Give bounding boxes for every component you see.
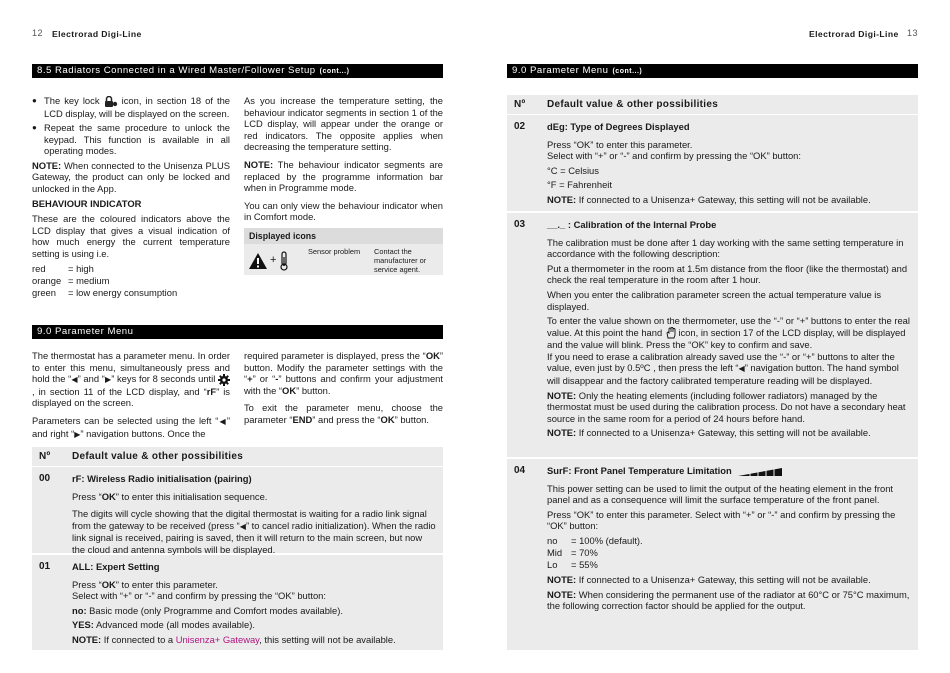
note-label: NOTE: xyxy=(244,158,274,170)
icon-row xyxy=(244,244,443,277)
level-colour: green xyxy=(32,286,56,298)
section-9-0-cont-header xyxy=(507,64,918,78)
note-gateway xyxy=(32,160,230,195)
minus-key: - xyxy=(275,373,279,385)
col-no: Nº xyxy=(514,99,526,110)
option-row xyxy=(547,535,912,547)
text: ” keys for 8 seconds until xyxy=(111,373,216,385)
right-arrow-icon: ▶ xyxy=(104,375,112,385)
row-number: 04 xyxy=(514,465,526,476)
displayed-icons-heading: Displayed icons xyxy=(244,228,443,244)
row-content xyxy=(72,467,443,553)
power-level-icon xyxy=(738,467,782,477)
note-label: NOTE: xyxy=(547,389,577,401)
left-arrow-icon: ◀ xyxy=(738,364,745,374)
page-number-left: 12 xyxy=(32,28,44,38)
row-content xyxy=(72,555,443,655)
row-title: rF: Wireless Radio initialisation (pairing) xyxy=(72,473,252,484)
row-line: Press “OK” to enter this parameter. Select with “+” or “-” and confirm by pressing the “OK” button: xyxy=(547,508,896,532)
row-line: Press “OK” to enter this parameter. xyxy=(547,138,693,150)
text: Press “ xyxy=(72,578,102,590)
text: ” and “ xyxy=(77,373,105,385)
level-meaning: = low energy consumption xyxy=(68,286,178,298)
option-key: Mid xyxy=(547,546,563,558)
row-number: 02 xyxy=(514,121,526,132)
level-colour: red xyxy=(32,262,46,274)
param-intro xyxy=(32,350,230,409)
ok-key: OK xyxy=(282,384,297,396)
text: ” to enter this initialisation sequence. xyxy=(115,490,268,502)
text: required parameter is displayed, press the “ xyxy=(244,350,426,361)
note-label: NOTE: xyxy=(547,573,577,585)
behaviour-levels xyxy=(32,263,230,299)
unisenza-gateway-link[interactable]: Unisenza+ Gateway xyxy=(175,633,260,645)
note-label: NOTE: xyxy=(72,633,102,645)
left-arrow-icon: ◀ xyxy=(71,375,78,385)
text: ” to cancel radio initialization). When the radio link signal is received, pairing is saved, then it will return to the main screen, but now the cloud and antenna symbols will be displayed. xyxy=(72,519,436,555)
end-key: END xyxy=(292,413,313,425)
row-title: __._ : Calibration of the Internal Probe xyxy=(547,219,717,230)
col-no: Nº xyxy=(39,451,51,462)
left-arrow-icon: ◀ xyxy=(218,416,227,426)
text: icon, in section 17 of the LCD display, will be displayed and the value will blink. Press the “OK” key to confirm and save. xyxy=(547,326,906,351)
row-number: 03 xyxy=(514,219,526,230)
row-number: 00 xyxy=(39,473,51,484)
param-select xyxy=(32,415,230,440)
text: Basic mode (only Programme and Comfort modes available). xyxy=(86,604,343,616)
text: ” or “ xyxy=(252,373,276,385)
parameter-table-right xyxy=(507,95,918,650)
section-8-5-right-col xyxy=(244,95,443,226)
option-label: YES: xyxy=(72,619,94,631)
text: When considering the permanent use of the radiator at 60°C or 75°C maximum, the following correction factor should be applied for the output. xyxy=(547,588,910,612)
section-title: 9.0 Parameter Menu xyxy=(512,65,609,76)
param-exit xyxy=(244,402,443,425)
option-value: = 70% xyxy=(571,546,598,558)
section-title: 9.0 Parameter Menu xyxy=(37,326,134,337)
warning-icon xyxy=(248,252,268,270)
section-9-0-right-col xyxy=(244,350,443,429)
row-line xyxy=(72,605,437,617)
row-line: Select with “+” or “-” and confirm by pressing the “OK” button: xyxy=(72,590,327,602)
text: ” and right “ xyxy=(32,414,230,439)
param-modify xyxy=(244,350,443,396)
level-row xyxy=(32,287,230,299)
ok-key: OK xyxy=(425,350,440,361)
row-line xyxy=(72,508,437,555)
table-row xyxy=(507,115,918,213)
row-line: Select with “+” or “-” and confirm by pressing the “OK” button: xyxy=(547,150,802,162)
row-title: ALL: Expert Setting xyxy=(72,561,160,572)
text: Press “ xyxy=(72,490,102,502)
option-key: Lo xyxy=(547,558,558,570)
cont-label: (cont...) xyxy=(319,68,350,75)
text: , in section 11 of the LCD display, and “ xyxy=(32,385,207,397)
table-row xyxy=(32,555,443,655)
text: ” button. xyxy=(394,413,429,425)
key-lock-icon xyxy=(104,96,118,108)
text: If connected to a Unisenza+ Gateway, this setting will not be available. xyxy=(576,193,871,205)
brand-left: Electrorad Digi-Line xyxy=(52,29,142,39)
bullet-text: icon, in section 18 of the LCD display, will be displayed on the screen. xyxy=(44,95,231,119)
option-row xyxy=(547,559,912,571)
text: ” navigation buttons. Once the xyxy=(80,427,206,439)
text: ” is displayed on the screen. xyxy=(32,385,230,409)
parameter-table-left xyxy=(32,447,443,650)
row-line xyxy=(547,589,912,612)
rf-code: rF xyxy=(206,385,217,397)
option-label: no: xyxy=(72,604,87,616)
plus-key: + xyxy=(247,373,253,385)
note-text: The behaviour indicator segments are replaced by the programme information bar when in Programme mode. xyxy=(244,158,443,194)
behaviour-heading: BEHAVIOUR INDICATOR xyxy=(32,197,142,209)
level-row xyxy=(32,275,230,287)
bullet-text: The key lock xyxy=(44,95,100,106)
row-line xyxy=(72,579,437,591)
text: ” button. Modify the parameter settings with the “ xyxy=(244,350,443,385)
text: If connected to a Unisenza+ Gateway, this setting will not be available. xyxy=(576,427,871,439)
row-title: dEg: Type of Degrees Displayed xyxy=(547,121,690,132)
bullet-repeat xyxy=(32,122,230,157)
row-line xyxy=(547,315,912,351)
title-text: SurF: Front Panel Temperature Limitation xyxy=(547,465,732,476)
table-header xyxy=(32,447,443,467)
ok-key: OK xyxy=(101,578,116,590)
row-line: °C = Celsius xyxy=(547,164,599,176)
row-line xyxy=(547,194,912,206)
option-value: = 100% (default). xyxy=(571,534,643,546)
section-8-5-left-col xyxy=(32,95,230,299)
table-row xyxy=(507,213,918,459)
displayed-icons-box xyxy=(244,228,443,275)
behaviour-text: These are the coloured indicators above the LCD display that gives a visual indication of how much energy the current temperature setting is using i.e. xyxy=(32,213,230,260)
right-arrow-icon: ▶ xyxy=(74,429,81,439)
text: ” buttons and confirm your adjustment with the “ xyxy=(244,373,444,396)
plus-symbol: + xyxy=(270,254,277,266)
row-content xyxy=(547,459,918,621)
text: The digits will cycle showing that the digital thermostat is waiting for a radio link signal from the gateway to be received (press “ xyxy=(72,508,427,531)
increase-text: As you increase the temperature setting, the behaviour indicator segments in section 1 of the LCD display, will appear under the orange or red indicators. The opposite applies when decreasing the temperature setting. xyxy=(244,95,443,153)
row-line: °F = Fahrenheit xyxy=(547,179,612,191)
option-value: = 55% xyxy=(571,558,598,570)
row-line xyxy=(547,390,912,425)
ok-key: OK xyxy=(101,490,116,502)
col-desc: Default value & other possibilities xyxy=(72,451,244,462)
text: , this setting will not be available. xyxy=(259,633,396,645)
brand-right: Electrorad Digi-Line xyxy=(809,29,899,39)
sensor-problem-action: Contact the manufacturer or service agent. xyxy=(374,247,427,274)
note-label: NOTE: xyxy=(547,427,577,439)
sensor-icons xyxy=(248,247,308,274)
row-line: This power setting can be used to limit the output of the heating element in the front panel and as a consequence will limit the surface temperature of the front panel. xyxy=(547,482,894,506)
left-arrow-icon: ◀ xyxy=(239,521,246,531)
table-row xyxy=(32,467,443,555)
row-line xyxy=(72,634,437,646)
section-title: 8.5 Radiators Connected in a Wired Master/Follower Setup xyxy=(37,65,316,76)
ok-key: OK xyxy=(380,413,395,425)
text: If connected to a Unisenza+ Gateway, this setting will not be available. xyxy=(576,573,871,585)
text: ” navigation button. The hand symbol will disappear and the factory calibrated temperature reading will be displayed. xyxy=(547,362,899,387)
text: To enter the value shown on the thermometer, use the “-” or “+” buttons to enter the real value. At this point the hand xyxy=(547,315,910,338)
text: The thermostat has a parameter menu. In order to enter this menu, simultaneously press and hold the “ xyxy=(32,350,230,385)
option-row xyxy=(547,547,912,559)
note-label: NOTE: xyxy=(547,193,577,205)
thermometer-icon xyxy=(278,251,290,271)
text: Parameters can be selected using the left “ xyxy=(32,414,219,426)
note-label: NOTE: xyxy=(32,159,62,171)
gear-icon xyxy=(218,374,230,386)
text: Advanced mode (all modes available). xyxy=(93,619,255,631)
row-line xyxy=(547,574,912,586)
row-line xyxy=(72,619,437,631)
section-9-0-left-col xyxy=(32,350,230,443)
option-key: no xyxy=(547,534,558,546)
row-line xyxy=(72,491,437,503)
row-number: 01 xyxy=(39,561,51,572)
hand-icon xyxy=(665,327,676,339)
section-9-0-header xyxy=(32,325,443,339)
cont-label: (cont...) xyxy=(612,68,643,75)
text: ” to enter this parameter. xyxy=(115,578,218,590)
page-number-right: 13 xyxy=(907,28,919,38)
note-text: When connected to the Unisenza PLUS Gateway, the product can only be locked and unlocked in the App. xyxy=(32,159,230,195)
level-row xyxy=(32,263,230,275)
level-meaning: = medium xyxy=(68,274,110,286)
note-segments xyxy=(244,159,443,194)
bullet-keylock xyxy=(32,95,230,119)
row-line xyxy=(547,427,912,439)
row-line: When you enter the calibration parameter screen the actual temperature value is displayed. xyxy=(547,288,882,312)
level-meaning: = high xyxy=(68,262,94,274)
text: ” and press the “ xyxy=(312,413,381,425)
surf-options xyxy=(547,535,912,571)
row-line xyxy=(547,351,912,387)
text: ” button. xyxy=(296,384,331,396)
row-content xyxy=(547,213,918,457)
section-8-5-header xyxy=(32,64,443,78)
row-line: The calibration must be done after 1 day working with the same setting temperature in accordance with the following description: xyxy=(547,236,904,260)
table-header xyxy=(507,95,918,115)
row-title xyxy=(547,465,912,477)
text: If you need to erase a calibration already saved use the “-” or “+” buttons to alter the value, even just by 0.5ºC , then press the left “ xyxy=(547,350,895,374)
text: If connected to a xyxy=(101,633,176,645)
row-line: Put a thermometer in the room at 1.5m distance from the floor (like the thermostat) and check the real temperature in the room after 1 hour. xyxy=(547,262,908,286)
level-colour: orange xyxy=(32,274,62,286)
row-content xyxy=(547,115,918,211)
text: To exit the parameter menu, choose the parameter “ xyxy=(244,402,443,425)
bullet-text: Repeat the same procedure to unlock the keypad. This function is available in all operating modes. xyxy=(44,122,230,157)
table-row xyxy=(507,459,918,621)
sensor-problem-label: Sensor problem xyxy=(308,247,361,256)
text: Only the heating elements (including follower radiators) managed by the thermostat must be used during the calibration process. Do not have a secondary heat source in the same room for a period of 24 hours before hand. xyxy=(547,389,906,424)
comfort-text: You can only view the behaviour indicator when in Comfort mode. xyxy=(244,199,443,223)
col-desc: Default value & other possibilities xyxy=(547,99,719,110)
note-label: NOTE: xyxy=(547,588,577,600)
